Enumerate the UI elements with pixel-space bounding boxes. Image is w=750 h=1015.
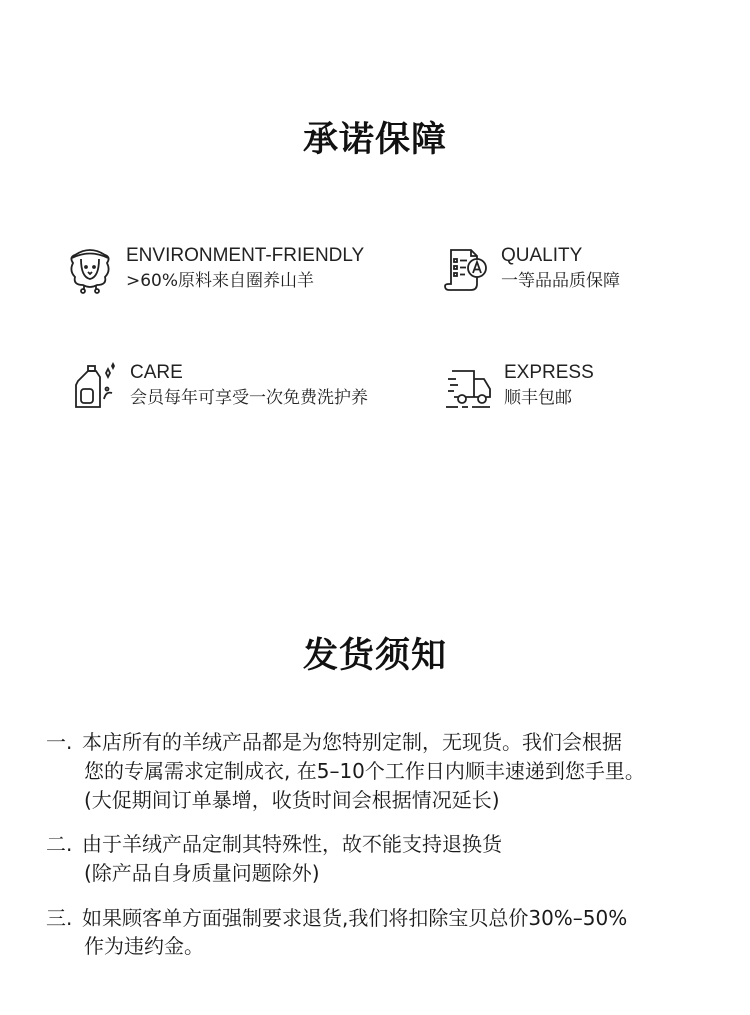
feature-environment-friendly bbox=[66, 243, 364, 295]
feature-title: ENVIRONMENT-FRIENDLY bbox=[126, 245, 365, 266]
promise-section-title: 承诺保障 bbox=[302, 120, 447, 160]
notice-line: 本店所有的羊绒产品都是为您特别定制，无现货。我们会根据 bbox=[82, 730, 622, 754]
detergent-bottle-icon bbox=[70, 360, 118, 412]
feature-quality bbox=[441, 243, 620, 295]
feature-description: 一等品品质保障 bbox=[501, 271, 620, 291]
notice-number: 一. bbox=[46, 730, 73, 754]
notice-line: (除产品自身质量问题除外) bbox=[84, 861, 320, 885]
notice-line: 作为违约金。 bbox=[84, 934, 204, 958]
notice-line: 如果顾客单方面强制要求退货,我们将扣除宝贝总价30%–50% bbox=[82, 906, 628, 930]
shipping-notice-2 bbox=[46, 830, 502, 888]
feature-title: CARE bbox=[130, 362, 183, 383]
feature-title: EXPRESS bbox=[504, 362, 594, 383]
delivery-truck-icon bbox=[444, 360, 492, 412]
notice-number: 二. bbox=[46, 832, 73, 856]
shipping-notice-1 bbox=[46, 728, 645, 815]
quality-certificate-icon bbox=[441, 243, 489, 295]
feature-title: QUALITY bbox=[501, 245, 583, 266]
shipping-notice-3 bbox=[46, 904, 627, 959]
sheep-icon bbox=[66, 243, 114, 295]
feature-description: >60%原料来自圈养山羊 bbox=[126, 271, 315, 291]
shipping-section-title: 发货须知 bbox=[302, 636, 447, 676]
notice-line: 您的专属需求定制成衣, 在5–10个工作日内顺丰速递到您手里。 bbox=[84, 759, 645, 783]
feature-description: 会员每年可享受一次免费洗护养 bbox=[130, 388, 368, 408]
notice-number: 三. bbox=[46, 906, 73, 930]
notice-line: (大促期间订单暴增，收货时间会根据情况延长) bbox=[84, 788, 500, 812]
feature-description: 顺丰包邮 bbox=[504, 388, 572, 408]
notice-line: 由于羊绒产品定制其特殊性，故不能支持退换货 bbox=[82, 832, 502, 856]
feature-express bbox=[444, 360, 594, 412]
feature-care bbox=[70, 360, 368, 412]
